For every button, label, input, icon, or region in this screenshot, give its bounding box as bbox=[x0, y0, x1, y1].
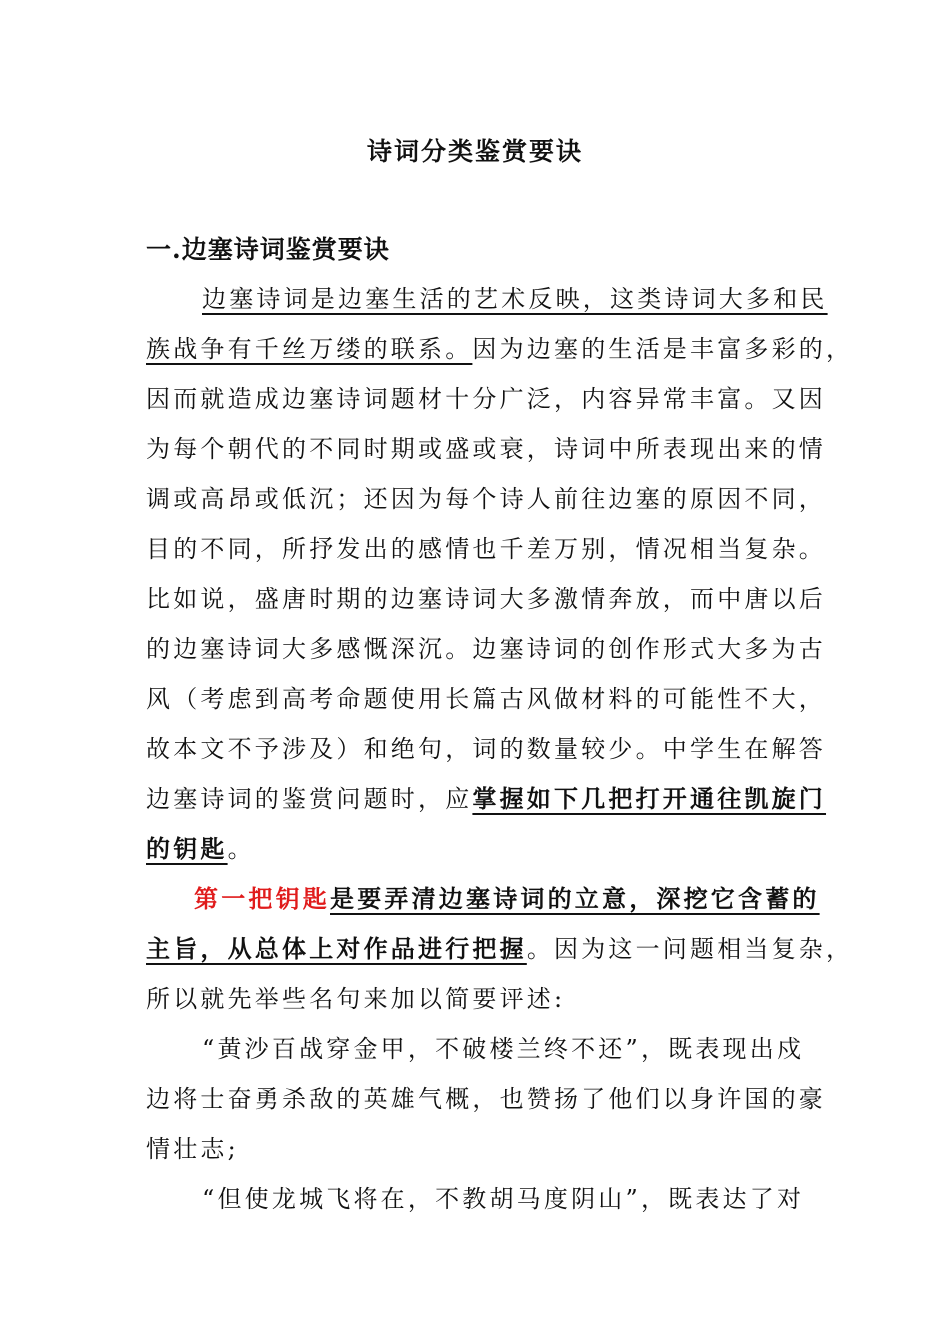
text-line bbox=[146, 884, 820, 914]
page-title: 诗词分类鉴赏要诀 bbox=[366, 137, 583, 166]
section-heading: 一.边塞诗词鉴赏要诀 bbox=[146, 235, 390, 264]
text-line: 风（考虑到高考命题使用长篇古风做材料的可能性不大， bbox=[146, 685, 826, 713]
text-segment: 。 bbox=[227, 835, 255, 863]
text-line: 边将士奋勇杀敌的英雄气概，也赞扬了他们以身许国的豪 bbox=[146, 1085, 826, 1113]
text-line: 为每个朝代的不同时期或盛或衰，诗词中所表现出来的情 bbox=[146, 435, 826, 463]
text-segment: 。因为这一问题相当复杂， bbox=[526, 935, 854, 963]
text-line: 情壮志; bbox=[146, 1135, 239, 1163]
text-line: 的边塞诗词大多感慨深沉。边塞诗词的创作形式大多为古 bbox=[146, 635, 826, 663]
red-highlight: 第一把钥匙 bbox=[194, 884, 330, 913]
key-phrase: 主旨，从总体上对作品进行把握 bbox=[146, 934, 527, 963]
text-line: “但使龙城飞将在，不教胡马度阴山”，既表达了对 bbox=[202, 1185, 805, 1213]
text-line bbox=[146, 934, 854, 964]
key-phrase: 掌握如下几把打开通往凯旋门 bbox=[472, 784, 827, 813]
text-line bbox=[146, 784, 827, 814]
text-line: 边塞诗词是边塞生活的艺术反映，这类诗词大多和民 bbox=[202, 285, 828, 313]
text-line: 因而就造成边塞诗词题材十分广泛，内容异常丰富。又因 bbox=[146, 385, 826, 413]
text-line: 比如说，盛唐时期的边塞诗词大多激情奔放，而中唐以后 bbox=[146, 585, 826, 613]
text-line bbox=[146, 834, 806, 864]
key-phrase: 是要弄清边塞诗词的立意，深挖它含蓄的 bbox=[330, 884, 820, 913]
key-phrase: 的钥匙 bbox=[146, 834, 228, 863]
text-line: 故本文不予涉及）和绝句，词的数量较少。中学生在解答 bbox=[146, 735, 826, 763]
text-segment: 边塞诗词的鉴赏问题时，应 bbox=[146, 785, 473, 813]
text-line: “黄沙百战穿金甲，不破楼兰终不还”，既表现出戍 bbox=[202, 1035, 805, 1063]
text-line bbox=[146, 334, 854, 364]
text-line: 调或高昂或低沉；还因为每个诗人前往边塞的原因不同， bbox=[146, 485, 826, 513]
underlined-text: 族战争有千丝万缕的联系。 bbox=[146, 335, 473, 363]
text-line: 目的不同，所抒发出的感情也千差万别，情况相当复杂。 bbox=[146, 535, 826, 563]
text-segment: 因为边塞的生活是丰富多彩的， bbox=[472, 335, 854, 363]
text-line: 所以就先举些名句来加以简要评述: bbox=[146, 985, 566, 1013]
